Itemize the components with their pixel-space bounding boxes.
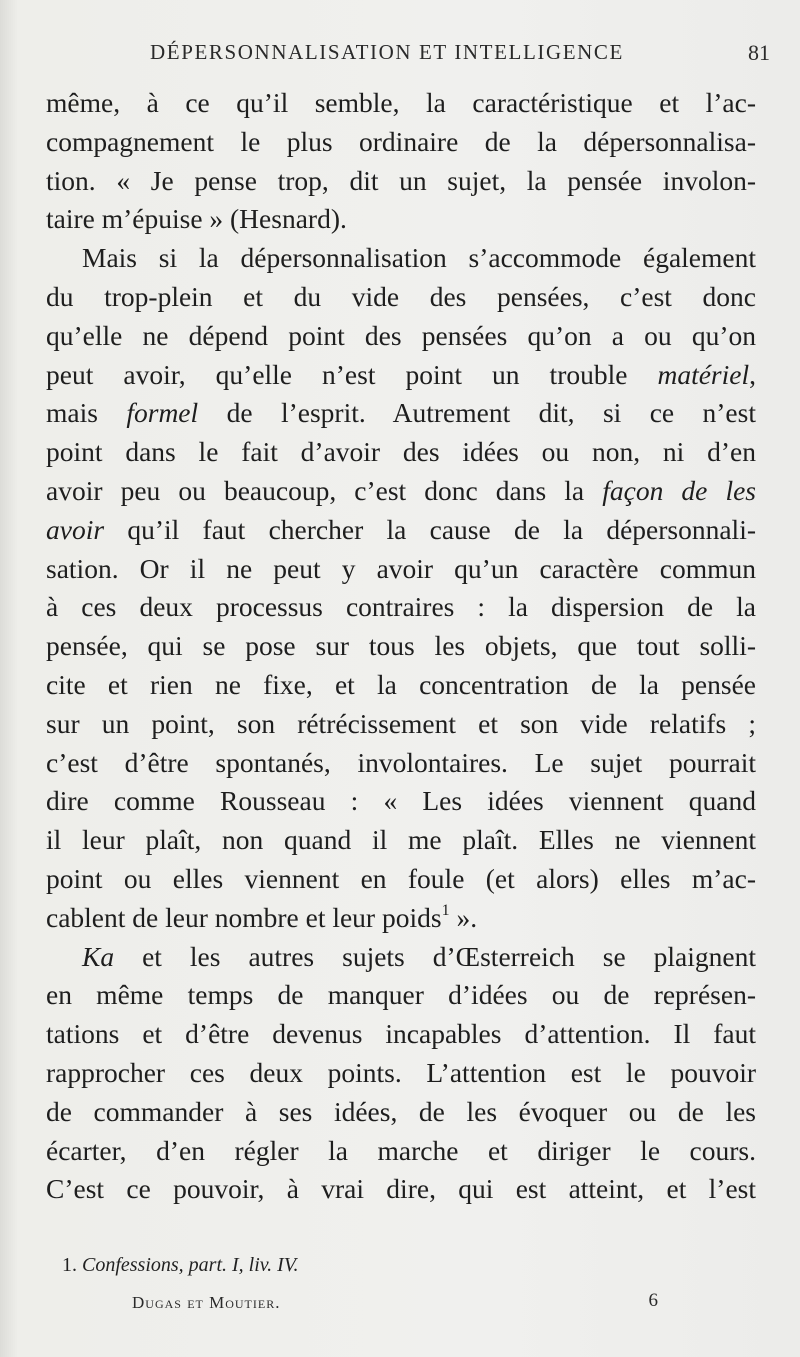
- text-segment: mais: [46, 397, 127, 429]
- text-line: [46, 860, 756, 899]
- text-segment: C’est ce pouvoir, à vrai dire, qui est atteint, et l’est: [46, 1173, 756, 1205]
- text-segment: qu’il faut chercher la cause de la dépersonnali-: [104, 513, 756, 545]
- text-line: [46, 84, 756, 123]
- text-segment: sur un point, son rétrécissement et son vide relatifs ;: [46, 707, 756, 739]
- text-line: [46, 239, 756, 278]
- text-line: [46, 588, 756, 627]
- text-segment: à ces deux processus contraires : la dispersion de la: [46, 591, 756, 623]
- italic-text: façon de les: [602, 474, 756, 506]
- text-segment: ,: [749, 358, 756, 390]
- text-line: [46, 278, 756, 317]
- text-segment: en même temps de manquer d’idées ou de représen-: [46, 979, 756, 1011]
- text-line: [46, 976, 756, 1015]
- italic-text: Ka: [82, 940, 115, 972]
- text-segment: même, à ce qu’il semble, la caractéristique et l’ac-: [46, 87, 756, 118]
- text-line: [46, 394, 756, 433]
- text-line: [46, 666, 756, 705]
- text-segment: dire comme Rousseau : « Les idées viennent quand: [46, 785, 756, 817]
- text-segment: peut avoir, qu’elle n’est point un trouble: [46, 358, 658, 390]
- text-line: [46, 782, 756, 821]
- text-line: [46, 1015, 756, 1054]
- text-segment: ».: [449, 901, 478, 933]
- text-line: [46, 123, 756, 162]
- text-line: [46, 1054, 756, 1093]
- text-segment: taire m’épuise » (Hesnard).: [46, 203, 347, 235]
- text-segment: avoir peu ou beaucoup, c’est donc dans la: [46, 474, 603, 506]
- footnote-number: 1.: [62, 1254, 77, 1276]
- text-segment: pensée, qui se pose sur tous les objets, que tout solli-: [46, 630, 756, 662]
- text-line: [46, 627, 756, 666]
- text-line: [46, 899, 756, 938]
- italic-text: matériel: [657, 358, 750, 390]
- footnote-text: Confessions, part. I, liv. IV.: [82, 1254, 299, 1276]
- text-line: [46, 433, 756, 472]
- text-line: [46, 1132, 756, 1171]
- printer-signature: Dugas et Moutier.: [132, 1293, 281, 1312]
- text-line: [46, 356, 756, 395]
- italic-text: formel: [126, 397, 199, 429]
- text-line: [46, 821, 756, 860]
- text-segment: point ou elles viennent en foule (et alors) elles m’ac-: [46, 862, 756, 894]
- page-number: 81: [748, 40, 770, 65]
- text-line: [46, 550, 756, 589]
- text-segment: tations et d’être devenus incapables d’attention. Il faut: [46, 1018, 756, 1050]
- text-line: [46, 317, 756, 356]
- body-text: [46, 84, 756, 1209]
- text-line: [46, 744, 756, 783]
- text-segment: du trop-plein et du vide des pensées, c’est donc: [46, 280, 756, 312]
- text-segment: qu’elle ne dépend point des pensées qu’on a ou qu’on: [46, 319, 756, 351]
- running-title: DÉPERSONNALISATION ET INTELLIGENCE: [150, 40, 624, 64]
- text-segment: point dans le fait d’avoir des idées ou non, ni d’en: [46, 436, 756, 468]
- text-line: [46, 200, 756, 239]
- text-segment: cablent de leur nombre et leur poids: [46, 901, 442, 933]
- text-segment: Mais si la dépersonnalisation s’accommode également: [82, 242, 756, 274]
- footnote-marker: 1: [441, 901, 450, 919]
- text-line: [46, 705, 756, 744]
- running-head: [150, 40, 770, 76]
- text-line: [46, 511, 756, 550]
- text-line: [46, 472, 756, 511]
- text-segment: c’est d’être spontanés, involontaires. Le sujet pourrait: [46, 746, 756, 778]
- text-segment: rapprocher ces deux points. L’attention est le pouvoir: [46, 1056, 756, 1088]
- text-line: [46, 1093, 756, 1132]
- text-segment: et les autres sujets d’Œsterreich se plaignent: [114, 940, 756, 972]
- text-line: [46, 1170, 756, 1209]
- text-line: [46, 162, 756, 201]
- text-segment: tion. « Je pense trop, dit un sujet, la pensée involon-: [46, 164, 756, 196]
- signature-mark: 6: [648, 1290, 658, 1311]
- text-segment: de commander à ses idées, de les évoquer ou de les: [46, 1095, 756, 1127]
- text-segment: de l’esprit. Autrement dit, si ce n’est: [198, 397, 756, 429]
- text-segment: compagnement le plus ordinaire de la dépersonnalisa-: [46, 125, 756, 157]
- text-segment: il leur plaît, non quand il me plaît. Elles ne viennent: [46, 824, 756, 856]
- footnote: [62, 1254, 662, 1277]
- text-segment: cite et rien ne fixe, et la concentration de la pensée: [46, 668, 756, 700]
- text-line: [46, 938, 756, 977]
- italic-text: avoir: [46, 513, 105, 545]
- text-segment: sation. Or il ne peut y avoir qu’un caractère commun: [46, 552, 756, 584]
- text-segment: écarter, d’en régler la marche et diriger le cours.: [46, 1134, 756, 1166]
